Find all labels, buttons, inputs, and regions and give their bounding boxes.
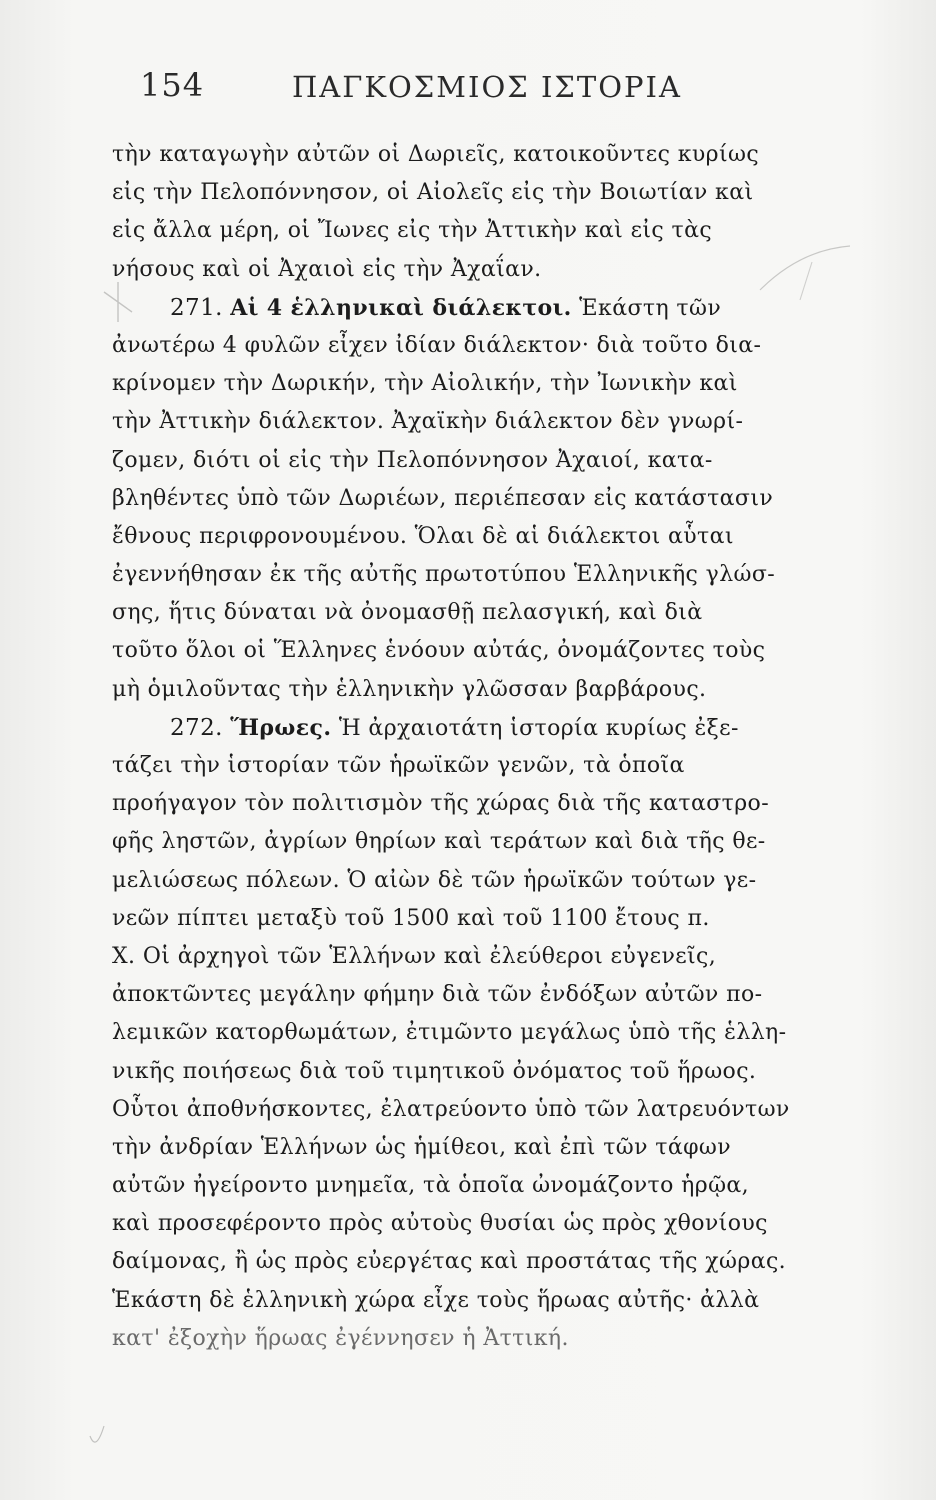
text-line: μὴ ὁμιλοῦντας τὴν ἑλληνικὴν γλῶσσαν βαρβάρους.	[112, 676, 707, 702]
section-text: Ἡ ἀρχαιοτάτη ἱστορία κυρίως ἐξε-	[338, 715, 739, 741]
text-line: νικῆς ποιήσεως διὰ τοῦ τιμητικοῦ ὀνόματος τοῦ ἥρωος.	[112, 1058, 757, 1084]
text-line: προήγαγον τὸν πολιτισμὸν τῆς χώρας διὰ τῆς καταστρο-	[112, 791, 770, 817]
text-line: εἰς τὴν Πελοπόννησον, οἱ Αἰολεῖς εἰς τὴν Βοιωτίαν καὶ	[112, 180, 754, 206]
section-number: 272.	[170, 714, 223, 741]
text-line: δαίμονας, ἢ ὡς πρὸς εὐεργέτας καὶ προστάτας τῆς χώρας.	[112, 1249, 787, 1275]
text-line-faded: κατ' ἐξοχὴν ἥρωας ἐγέννησεν ἡ Ἀττική.	[112, 1325, 569, 1351]
text-line: ζομεν, διότι οἱ εἰς τὴν Πελοπόννησον Ἀχαιοί, κατα-	[112, 447, 713, 473]
body-text	[112, 136, 818, 1358]
text-line: ἀνωτέρω 4 φυλῶν εἶχεν ἰδίαν διάλεκτον· διὰ τοῦτο δια-	[112, 332, 762, 358]
text-line: βληθέντες ὑπὸ τῶν Δωριέων, περιέπεσαν εἰς κατάστασιν	[112, 485, 774, 511]
running-title: ΠΑΓΚΟΣΜΙΟΣ ΙΣΤΟΡΙΑ	[292, 70, 682, 104]
section-272-first-line	[112, 709, 818, 747]
text-line: Ἑκάστη δὲ ἑλληνικὴ χώρα εἶχε τοὺς ἥρωας αὐτῆς· ἀλλὰ	[112, 1287, 760, 1313]
text-line: τοῦτο ὅλοι οἱ Ἕλληνες ἑνόουν αὐτάς, ὀνομάζοντες τοὺς	[112, 638, 766, 664]
page-number: 154	[140, 66, 205, 104]
pencil-flourish-mark	[90, 1426, 104, 1442]
text-line: νήσους καὶ οἱ Ἀχαιοὶ εἰς τὴν Ἀχαΐαν.	[112, 256, 542, 282]
text-line: λεμικῶν κατορθωμάτων, ἐτιμῶντο μεγάλως ὑπὸ τῆς ἑλλη-	[112, 1020, 787, 1046]
text-line: τὴν ἀνδρίαν Ἑλλήνων ὡς ἡμίθεοι, καὶ ἐπὶ τῶν τάφων	[112, 1134, 732, 1160]
text-line: τάζει τὴν ἱστορίαν τῶν ἡρωϊκῶν γενῶν, τὰ ὁποῖα	[112, 753, 685, 778]
text-line: ἐγεννήθησαν ἐκ τῆς αὐτῆς πρωτοτύπου Ἑλληνικῆς γλώσ-	[112, 562, 776, 588]
section-number: 271.	[170, 294, 223, 321]
text-line: ἀποκτῶντες μεγάλην φήμην διὰ τῶν ἐνδόξων αὐτῶν πο-	[112, 982, 763, 1008]
text-line: αὐτῶν ἠγείροντο μνημεῖα, τὰ ὁποῖα ὠνομάζοντο ἡρῷα,	[112, 1173, 750, 1199]
text-line: καὶ προσεφέροντο πρὸς αὐτοὺς θυσίαι ὡς πρὸς χθονίους	[112, 1211, 768, 1237]
text-line: κρίνομεν τὴν Δωρικήν, τὴν Αἰολικήν, τὴν Ἰωνικὴν καὶ	[112, 371, 738, 397]
text-line: Οὗτοι ἀποθνήσκοντες, ἐλατρεύοντο ὑπὸ τῶν λατρευόντων	[112, 1096, 790, 1122]
text-line: ἔθνους περιφρονουμένου. Ὅλαι δὲ αἱ διάλεκτοι αὗται	[112, 523, 734, 549]
section-text: Ἑκάστη τῶν	[579, 295, 722, 321]
section-271-first-line	[112, 289, 818, 327]
text-line: τὴν καταγωγὴν αὐτῶν οἱ Δωριεῖς, κατοικοῦντες κυρίως	[112, 142, 760, 167]
text-line: τὴν Ἀττικὴν διάλεκτον. Ἀχαϊκὴν διάλεκτον δὲν γνωρί-	[112, 409, 744, 435]
page-header	[0, 62, 936, 106]
text-line: μελιώσεως πόλεων. Ὁ αἰὼν δὲ τῶν ἡρωϊκῶν τούτων γε-	[112, 867, 757, 893]
text-line: σης, ἥτις δύναται νὰ ὀνομασθῇ πελασγική, καὶ διὰ	[112, 600, 703, 626]
section-heading: Ἥρωες.	[230, 714, 332, 741]
text-line: νεῶν πίπτει μεταξὺ τοῦ 1500 καὶ τοῦ 1100 ἔτους π.	[112, 905, 710, 931]
text-line: εἰς ἄλλα μέρη, οἱ Ἴωνες εἰς τὴν Ἀττικὴν καὶ εἰς τὰς	[112, 218, 713, 244]
text-line: φῆς ληστῶν, ἀγρίων θηρίων καὶ τεράτων καὶ διὰ τῆς θε-	[112, 829, 766, 855]
text-line: Χ. Οἱ ἀρχηγοὶ τῶν Ἑλλήνων καὶ ἐλεύθεροι εὐγενεῖς,	[112, 943, 717, 969]
section-heading: Αἱ 4 ἑλληνικαὶ διάλεκτοι.	[230, 294, 572, 321]
